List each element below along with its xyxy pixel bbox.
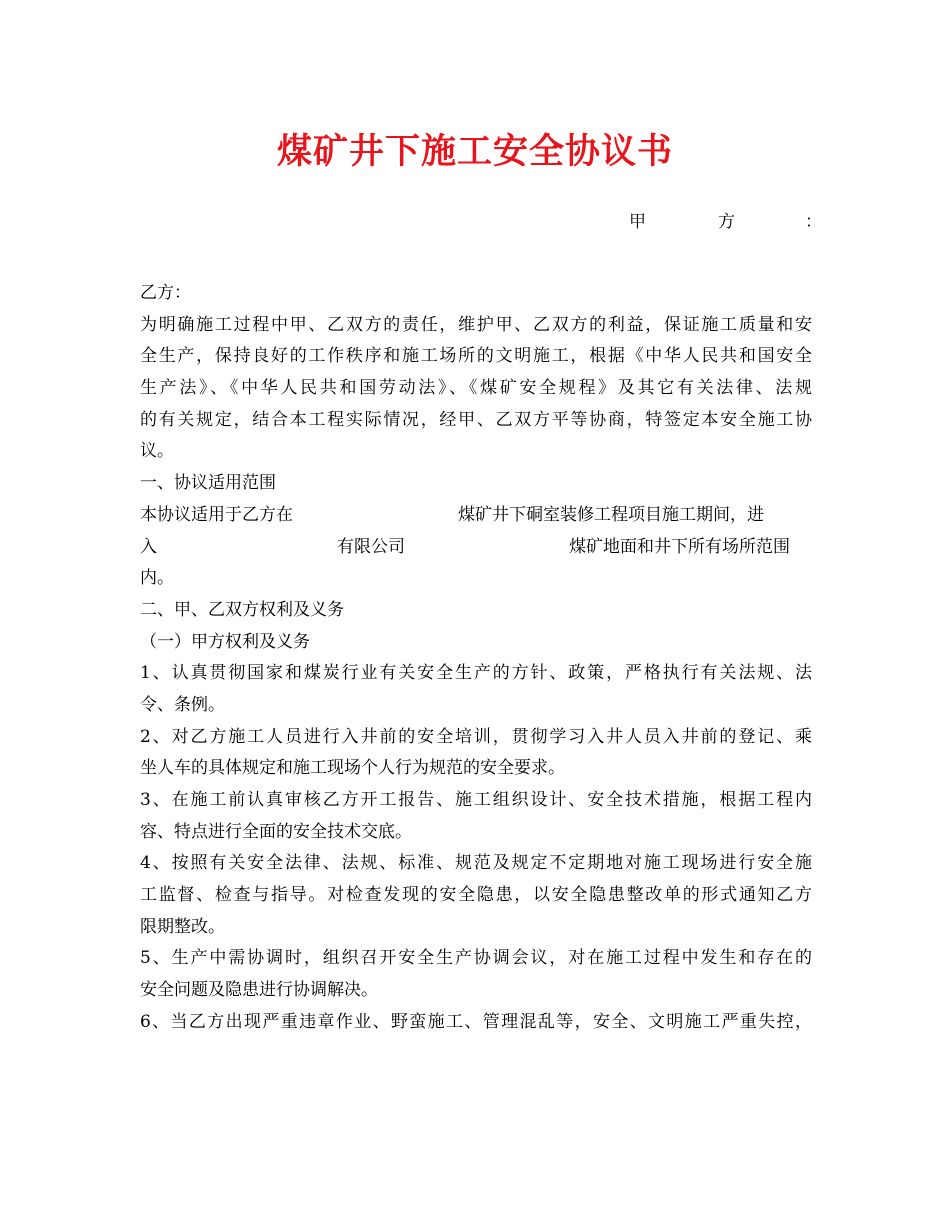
section-1-heading: 一、协议适用范围 xyxy=(140,473,276,494)
item-2-line-1: 2、对乙方施工人员进行入井前的安全培训，贯彻学习入井人员入井前的登记、乘 xyxy=(140,726,812,747)
section-1-line-1-part-a: 本协议适用于乙方在 xyxy=(140,504,293,525)
section-1-line-3: 内。 xyxy=(140,568,174,589)
party-a-char-2: 方 xyxy=(718,212,735,232)
party-a-line xyxy=(629,208,821,236)
section-1-line-2 xyxy=(140,532,812,564)
preamble-line-2: 全生产，保持良好的工作秩序和施工场所的文明施工，根据《中华人民共和国安全 xyxy=(140,346,812,367)
item-4-line-3: 限期整改。 xyxy=(140,916,225,937)
party-b-line: 乙方： xyxy=(140,283,191,303)
section-2-heading: 二、甲、乙双方权利及义务 xyxy=(140,599,344,620)
item-3-line-2: 容、特点进行全面的安全技术交底。 xyxy=(140,821,412,842)
party-a-colon: ： xyxy=(805,212,822,232)
preamble-line-3: 生产法》、《中华人民共和国劳动法》、《煤矿安全规程》及其它有关法律、法规 xyxy=(140,378,812,399)
item-2-line-2: 坐人车的具体规定和施工现场个人行为规范的安全要求。 xyxy=(140,758,565,779)
document-body xyxy=(140,278,812,1039)
section-1-line-1 xyxy=(140,500,812,532)
section-2-subheading: （一）甲方权利及义务 xyxy=(140,631,310,652)
item-5-line-2: 安全问题及隐患进行协调解决。 xyxy=(140,980,378,1001)
item-4-line-2: 工监督、检查与指导。对检查发现的安全隐患，以安全隐患整改单的形式通知乙方 xyxy=(140,885,812,906)
section-1-line-1-part-b: 煤矿井下硐室装修工程项目施工期间，进 xyxy=(458,504,764,525)
party-a-char-1: 甲 xyxy=(629,212,646,232)
item-5-line-1: 5、生产中需协调时，组织召开安全生产协调会议，对在施工过程中发生和存在的 xyxy=(140,948,812,969)
section-1-line-2-part-b: 有限公司 xyxy=(337,536,405,557)
section-1-line-2-part-c: 煤矿地面和井下所有场所范围 xyxy=(569,536,790,557)
preamble-line-4: 的有关规定，结合本工程实际情况，经甲、乙双方平等协商，特签定本安全施工协 xyxy=(140,409,812,430)
preamble-line-1: 为明确施工过程中甲、乙双方的责任，维护甲、乙双方的利益，保证施工质量和安 xyxy=(140,314,812,335)
preamble-line-5: 议。 xyxy=(140,441,174,462)
item-1-line-2: 令、条例。 xyxy=(140,694,225,715)
item-6-line-1: 6、当乙方出现严重违章作业、野蛮施工、管理混乱等，安全、文明施工严重失控， xyxy=(140,1011,812,1032)
section-1-line-2-part-a: 入 xyxy=(140,536,157,557)
item-3-line-1: 3、在施工前认真审核乙方开工报告、施工组织设计、安全技术措施，根据工程内 xyxy=(140,790,812,810)
item-4-line-1: 4、按照有关安全法律、法规、标准、规范及规定不定期地对施工现场进行安全施 xyxy=(140,853,812,874)
item-1-line-1: 1、认真贯彻国家和煤炭行业有关安全生产的方针、政策，严格执行有关法规、法 xyxy=(140,663,812,684)
document-title: 煤矿井下施工安全协议书 xyxy=(276,131,673,172)
